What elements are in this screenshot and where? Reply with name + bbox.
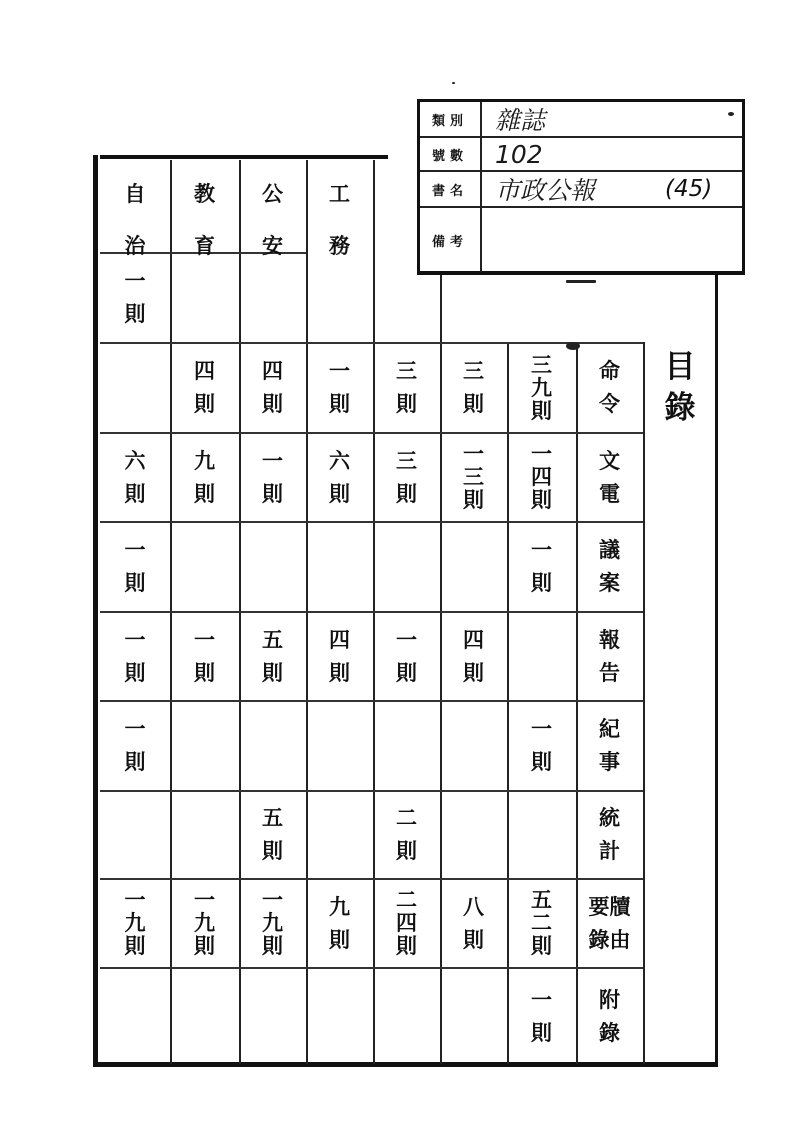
cell-char: 一 — [124, 626, 146, 652]
row-label-char: 錄由 — [588, 926, 631, 952]
row-label-char: 報 — [599, 626, 620, 652]
cell-char: 四 — [262, 358, 283, 383]
cell-char: 則 — [396, 838, 417, 863]
table-cell — [239, 878, 306, 967]
row-label-char: 事 — [599, 749, 620, 774]
table-cell — [170, 432, 239, 521]
cell-char: 九 — [194, 910, 215, 935]
table-cell — [239, 432, 306, 521]
cell-char: 三 — [396, 358, 417, 383]
cell-char: 則 — [124, 570, 146, 595]
scan-speck — [452, 82, 455, 84]
row-label-char: 案 — [599, 570, 620, 595]
cell-char: 一 — [262, 447, 283, 473]
cell-char: 九 — [124, 910, 146, 935]
table-cell — [239, 342, 306, 432]
row-label-char: 令 — [599, 391, 620, 416]
page-title — [655, 349, 705, 426]
cell-char: 九 — [194, 447, 215, 473]
table-cell — [373, 878, 440, 967]
column-header-char: 公 — [262, 181, 283, 206]
cell-char: 四 — [329, 626, 350, 652]
cell-char: 則 — [262, 838, 283, 863]
cell-char: 則 — [124, 659, 146, 685]
table-cell — [507, 521, 576, 611]
table-cell — [100, 878, 170, 967]
cell-char: 則 — [194, 391, 215, 416]
row-label — [576, 700, 643, 790]
cell-char: 一 — [531, 986, 552, 1012]
cell-char: 則 — [531, 933, 552, 958]
cell-char: 則 — [531, 749, 552, 774]
cell-char: 九 — [262, 910, 283, 935]
row-label — [576, 521, 643, 611]
cell-char: 五 — [262, 626, 283, 652]
table-cell — [507, 342, 576, 432]
cell-char: 則 — [124, 933, 146, 958]
cell-char: 則 — [329, 926, 350, 952]
cell-char: 四 — [396, 910, 417, 935]
row-label-char: 議 — [599, 537, 620, 562]
cell-char: 則 — [396, 933, 417, 958]
cell-char: 則 — [463, 926, 484, 952]
cell-char: 四 — [531, 464, 552, 489]
row-label-char: 紀 — [599, 716, 620, 741]
table-cell — [440, 878, 507, 967]
table-cell — [239, 790, 306, 878]
scan-speck — [728, 112, 734, 116]
cell-char: 則 — [396, 391, 417, 416]
cell-char: 則 — [262, 480, 283, 506]
cell-char: 一 — [531, 537, 552, 562]
label-key: 號數 — [420, 138, 482, 170]
cell-char: 則 — [124, 301, 146, 326]
table-cell — [306, 611, 373, 700]
cell-char: 三 — [463, 464, 484, 489]
table-cell — [170, 878, 239, 967]
cell-char: 一 — [194, 887, 215, 912]
column-header-char: 治 — [124, 233, 146, 258]
cell-char: 四 — [463, 626, 484, 652]
cell-char: 則 — [329, 480, 350, 506]
cell-char: 三 — [396, 447, 417, 473]
cell-char: 九 — [329, 893, 350, 919]
table-cell — [100, 252, 170, 342]
cell-char: 則 — [531, 1019, 552, 1045]
row-label-char: 計 — [599, 838, 620, 863]
table-cell — [239, 611, 306, 700]
cell-char: 一 — [124, 268, 146, 293]
cell-char: 一 — [194, 626, 215, 652]
table-cell — [306, 342, 373, 432]
cell-char: 一 — [531, 716, 552, 741]
table-cell — [306, 432, 373, 521]
cell-char: 則 — [262, 933, 283, 958]
row-label — [576, 790, 643, 878]
label-value: 102 — [495, 139, 543, 169]
label-key: 備考 — [420, 208, 482, 272]
cell-char: 三 — [531, 351, 552, 377]
column-header — [170, 178, 239, 260]
row-label-char: 要牘 — [588, 893, 631, 919]
title-char: 目 — [664, 349, 696, 385]
cell-char: 則 — [463, 487, 484, 512]
row-label-char: 附 — [599, 986, 620, 1012]
label-value: 市政公報 — [495, 176, 596, 205]
table-cell — [507, 700, 576, 790]
table-cell — [440, 611, 507, 700]
row-label-char: 統 — [599, 805, 620, 830]
scan-speck — [566, 342, 580, 350]
table-cell — [100, 611, 170, 700]
cell-char: 則 — [194, 659, 215, 685]
row-label-char: 電 — [599, 480, 620, 506]
cell-char: 四 — [194, 358, 215, 383]
row-label-char: 錄 — [599, 1019, 620, 1045]
table-top-border — [100, 155, 388, 159]
table-cell — [170, 342, 239, 432]
cell-char: 一 — [396, 626, 417, 652]
cell-char: 一 — [531, 441, 552, 466]
table-cell — [170, 611, 239, 700]
cell-char: 則 — [463, 391, 484, 416]
label-row-title — [420, 172, 742, 208]
cell-char: 一 — [124, 716, 146, 741]
cell-char: 則 — [194, 480, 215, 506]
table-cell — [507, 432, 576, 521]
table-cell — [373, 611, 440, 700]
cell-char: 二 — [396, 887, 417, 912]
label-volume: (45) — [665, 176, 713, 202]
column-header — [239, 178, 306, 260]
table-cell — [373, 432, 440, 521]
row-label — [576, 611, 643, 700]
table-cell — [306, 878, 373, 967]
label-row-category — [420, 102, 742, 138]
cell-char: 二 — [531, 910, 552, 935]
cell-char: 則 — [531, 397, 552, 423]
cell-char: 則 — [194, 933, 215, 958]
cell-char: 九 — [531, 374, 552, 400]
cell-char: 則 — [329, 659, 350, 685]
cell-char: 則 — [124, 480, 146, 506]
label-key: 書名 — [420, 172, 482, 206]
table-cell — [100, 521, 170, 611]
table-cell — [100, 700, 170, 790]
column-header-char: 務 — [329, 233, 350, 258]
cell-char: 則 — [329, 391, 350, 416]
table-cell — [507, 967, 576, 1064]
row-label-char: 文 — [599, 447, 620, 473]
cell-char: 五 — [531, 887, 552, 912]
label-value: 雜誌 — [495, 106, 546, 135]
row-divider — [100, 790, 643, 792]
cell-char: 六 — [329, 447, 350, 473]
table-cell — [440, 342, 507, 432]
row-label — [576, 967, 643, 1064]
cell-char: 六 — [124, 447, 146, 473]
column-divider — [643, 342, 645, 1064]
cell-char: 則 — [124, 749, 146, 774]
row-label — [576, 432, 643, 521]
scan-speck — [566, 280, 596, 283]
label-key: 類別 — [420, 102, 482, 136]
row-label-char: 告 — [599, 659, 620, 685]
cell-char: 則 — [531, 570, 552, 595]
label-row-remarks — [420, 208, 742, 272]
column-header-char: 工 — [329, 181, 350, 206]
cell-char: 則 — [396, 480, 417, 506]
catalog-label-card — [417, 99, 745, 275]
cell-char: 二 — [396, 805, 417, 830]
cell-char: 則 — [463, 659, 484, 685]
column-header-char: 自 — [124, 181, 146, 206]
column-header-char: 安 — [262, 233, 283, 258]
column-header-char: 教 — [194, 181, 215, 206]
column-header — [306, 178, 373, 260]
table-cell — [100, 432, 170, 521]
cell-char: 一 — [463, 441, 484, 466]
cell-char: 一 — [329, 358, 350, 383]
cell-char: 則 — [262, 659, 283, 685]
cell-char: 三 — [463, 358, 484, 383]
cell-char: 八 — [463, 893, 484, 919]
cell-char: 則 — [262, 391, 283, 416]
table-cell — [507, 878, 576, 967]
cell-char: 則 — [396, 659, 417, 685]
table-cell — [373, 342, 440, 432]
row-label — [576, 878, 643, 967]
cell-char: 一 — [124, 887, 146, 912]
column-header — [100, 178, 170, 260]
row-label-char: 命 — [599, 358, 620, 383]
label-row-issue — [420, 138, 742, 172]
title-char: 錄 — [664, 390, 696, 426]
column-header-char: 育 — [194, 233, 215, 258]
table-cell — [373, 790, 440, 878]
row-label — [576, 342, 643, 432]
cell-char: 一 — [124, 537, 146, 562]
cell-char: 五 — [262, 805, 283, 830]
cell-char: 一 — [262, 887, 283, 912]
table-cell — [440, 432, 507, 521]
cell-char: 則 — [531, 487, 552, 512]
